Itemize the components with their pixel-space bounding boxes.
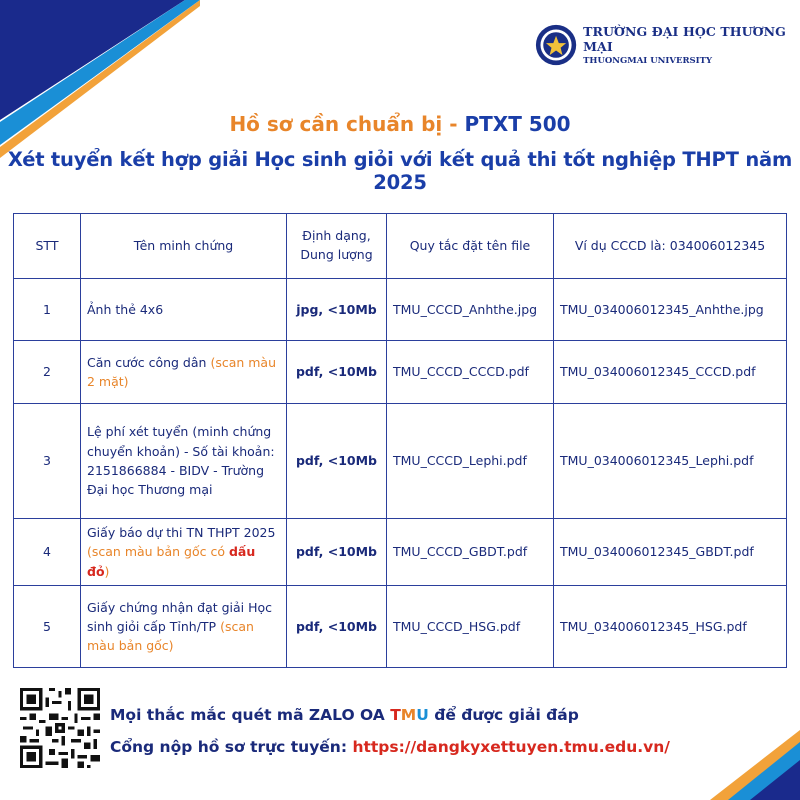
row-name: Ảnh thẻ 4x6	[81, 279, 287, 341]
row-example: TMU_034006012345_CCCD.pdf	[554, 341, 787, 404]
row-example: TMU_034006012345_Lephi.pdf	[554, 404, 787, 519]
table-row	[14, 519, 787, 586]
row-name-note: (scan màu bản gốc)	[87, 618, 254, 654]
header-rule: Quy tắc đặt tên file	[387, 214, 554, 279]
corner-decoration-top-left	[0, 0, 200, 160]
row-name: Giấy chứng nhận đạt giải Học sinh giỏi cấp Tỉnh/TP (scan màu bản gốc)	[81, 586, 287, 668]
university-seal-icon	[535, 22, 577, 68]
row-format: pdf, <10Mb	[287, 586, 387, 668]
university-name-vn: TRƯỜNG ĐẠI HỌC THƯƠNG MẠI	[583, 24, 786, 54]
page-title	[0, 112, 800, 136]
header-name: Tên minh chứng	[81, 214, 287, 279]
title-separator: -	[442, 112, 465, 136]
row-name: Căn cước công dân (scan màu 2 mặt)	[81, 341, 287, 404]
row-name: Lệ phí xét tuyển (minh chứng chuyển khoản) - Số tài khoản: 2151866884 - BIDV - Trường Đại học Thương mại	[81, 404, 287, 519]
row-format: pdf, <10Mb	[287, 341, 387, 404]
row-rule: TMU_CCCD_Anhthe.jpg	[387, 279, 554, 341]
row-rule: TMU_CCCD_GBDT.pdf	[387, 519, 554, 586]
page-subtitle: Xét tuyển kết hợp giải Học sinh giỏi với kết quả thi tốt nghiệp THPT năm 2025	[7, 148, 793, 194]
row-stt: 4	[14, 519, 81, 586]
footer-zalo-text: Mọi thắc mắc quét mã ZALO OA TMU để được giải đáp	[110, 706, 579, 724]
university-name-en: THUONGMAI UNIVERSITY	[583, 56, 713, 66]
table-row	[14, 586, 787, 668]
table-header-row	[14, 214, 787, 279]
title-main: Hồ sơ cần chuẩn bị	[229, 112, 443, 136]
table-row	[14, 341, 787, 404]
portal-link[interactable]: https://dangkyxettuyen.tmu.edu.vn/	[352, 738, 670, 756]
footer-portal-text: Cổng nộp hồ sơ trực tuyến: https://dangkyxettuyen.tmu.edu.vn/	[110, 738, 670, 756]
header-format: Định dạng, Dung lượng	[287, 214, 387, 279]
university-logo	[535, 22, 800, 68]
row-stt: 3	[14, 404, 81, 519]
table-row	[14, 279, 787, 341]
row-stt: 5	[14, 586, 81, 668]
row-name-note: (scan màu 2 mặt)	[87, 354, 277, 389]
row-format: pdf, <10Mb	[287, 519, 387, 586]
row-name-note: (scan màu bản gốc có	[87, 544, 225, 560]
row-format: jpg, <10Mb	[287, 279, 387, 341]
title-sub: PTXT 500	[464, 112, 571, 136]
row-rule: TMU_CCCD_CCCD.pdf	[387, 341, 554, 404]
row-name: Giấy báo dự thi TN THPT 2025 (scan màu bản gốc có dấu đỏ)	[81, 519, 287, 586]
corner-decoration-bottom-right	[690, 730, 800, 800]
row-stt: 1	[14, 279, 81, 341]
row-format: pdf, <10Mb	[287, 404, 387, 519]
zalo-qr-code-icon[interactable]	[20, 688, 100, 768]
row-example: TMU_034006012345_Anhthe.jpg	[554, 279, 787, 341]
row-rule: TMU_CCCD_HSG.pdf	[387, 586, 554, 668]
row-rule: TMU_CCCD_Lephi.pdf	[387, 404, 554, 519]
row-stt: 2	[14, 341, 81, 404]
row-example: TMU_034006012345_HSG.pdf	[554, 586, 787, 668]
table-row	[14, 404, 787, 519]
row-example: TMU_034006012345_GBDT.pdf	[554, 519, 787, 586]
header-example: Ví dụ CCCD là: 034006012345	[554, 214, 787, 279]
documents-table	[13, 213, 787, 668]
header-stt: STT	[14, 214, 81, 279]
row-name-note-red: dấu đỏ	[87, 544, 256, 579]
